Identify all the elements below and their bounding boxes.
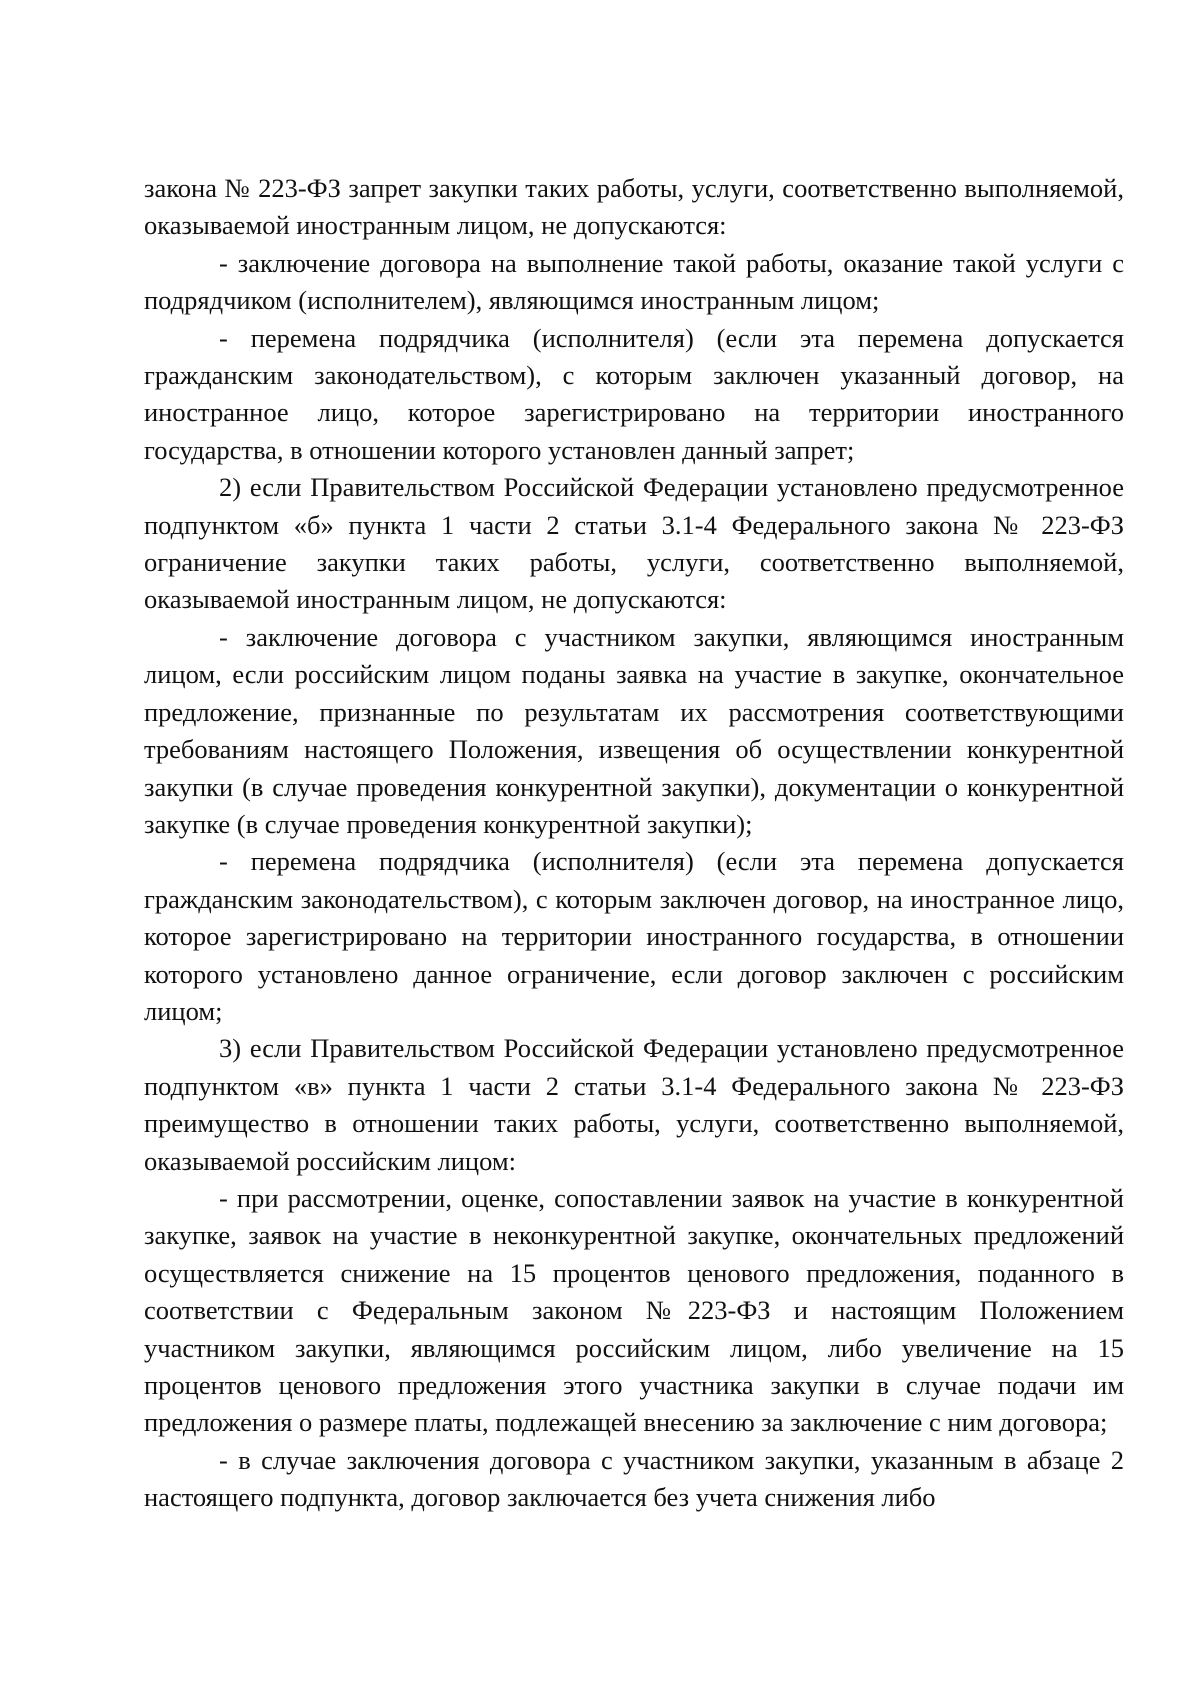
paragraph: - перемена подрядчика (исполнителя) (если эта перемена допускается гражданским законодательством), с которым заключен указанный договор, на иностранное лицо, которое зарегистрировано на территории иностранного государства, в отношении которого установлен данный запрет; <box>144 322 1124 465</box>
paragraph: 2) если Правительством Российской Федерации установлено предусмотренное подпунктом «б» пункта 1 части 2 статьи 3.1-4 Федерального закона № 223-ФЗ ограничение закупки таких работы, услуги, соответственно выполняемой, оказываемой иностранным лицом, не допускаются: <box>144 472 1124 615</box>
paragraph: - в случае заключения договора с участником закупки, указанным в абзаце 2 настоящего подпункта, договор заключается без учета снижения либо <box>144 1444 1124 1513</box>
document-body <box>144 170 1124 1517</box>
paragraph: - заключение договора с участником закупки, являющимся иностранным лицом, если российским лицом поданы заявка на участие в закупке, окончательное предложение, признанные по результатам их рассмотрения соответствующими требованиям настоящего Положения, извещения об осуществлении конкурентной закупки (в случае проведения конкурентной закупки), документации о конкурентной закупке (в случае проведения конкурентной закупки); <box>144 621 1124 839</box>
paragraph: закона № 223-ФЗ запрет закупки таких работы, услуги, соответственно выполняемой, оказываемой иностранным лицом, не допускаются: <box>144 173 1124 241</box>
paragraph: - заключение договора на выполнение такой работы, оказание такой услуги с подрядчиком (исполнителем), являющимся иностранным лицом; <box>144 247 1124 316</box>
paragraph: - при рассмотрении, оценке, сопоставлении заявок на участие в конкурентной закупке, заявок на участие в неконкурентной закупке, окончательных предложений осуществляется снижение на 15 процентов ценового предложения, поданного в соответствии с Федеральным законом №223-ФЗ и настоящим Положением участником закупки, являющимся российским лицом, либо увеличение на 15 процентов ценового предложения этого участника закупки в случае подачи им предложения о размере платы, подлежащей внесению за заключение с ним договора; <box>144 1182 1124 1438</box>
paragraph: - перемена подрядчика (исполнителя) (если эта перемена допускается гражданским законодательством), с которым заключен договор, на иностранное лицо, которое зарегистрировано на территории иностранного государства, в отношении которого установлено данное ограничение, если договор заключен с российским лицом; <box>144 846 1124 1026</box>
paragraph: 3) если Правительством Российской Федерации установлено предусмотренное подпунктом «в» пункта 1 части 2 статьи 3.1-4 Федерального закона № 223-ФЗ преимущество в отношении таких работы, услуги, соответственно выполняемой, оказываемой российским лицом: <box>144 1033 1124 1176</box>
